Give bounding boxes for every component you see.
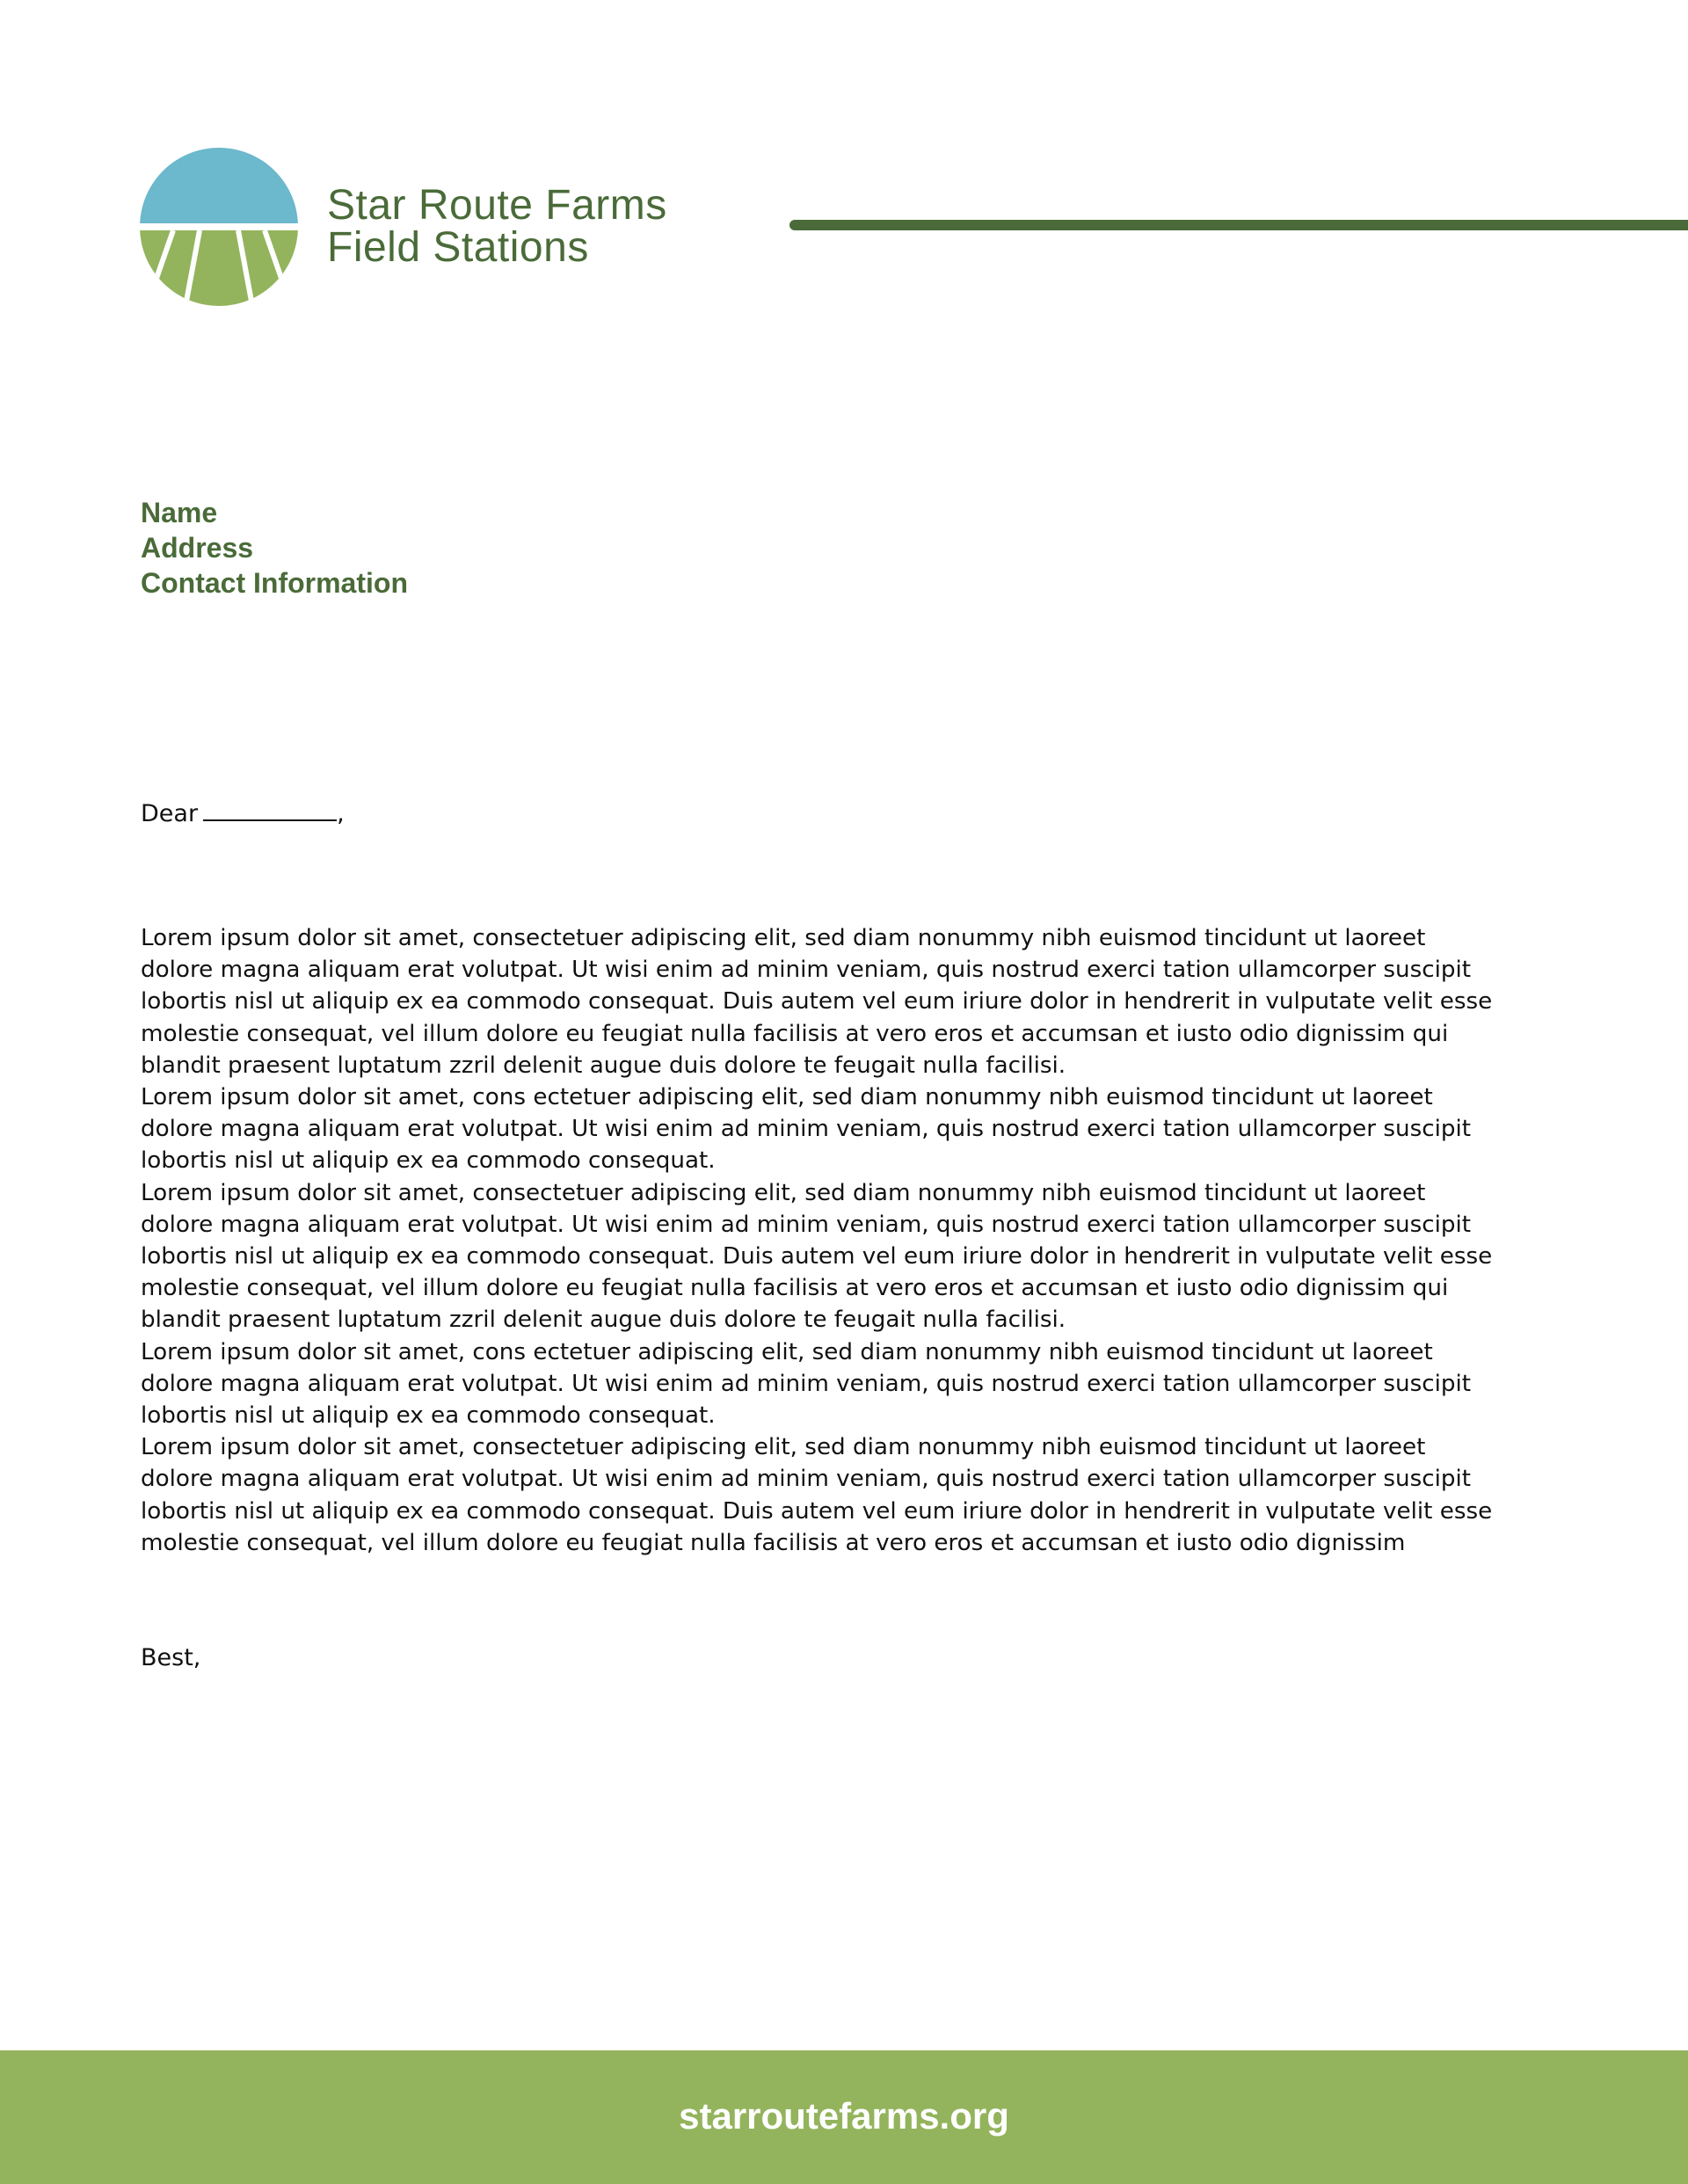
body-paragraph: Lorem ipsum dolor sit amet, cons ectetuer adipiscing elit, sed diam nonummy nibh euismod tincidunt ut laoreet dolore magna aliquam erat volutpat. Ut wisi enim ad minim veniam, quis nostrud exerci tation ullamcorper suscipit lobortis nisl ut aliquip ex ea commodo consequat. — [141, 1084, 1472, 1175]
logo-sky — [140, 148, 298, 223]
logo-field — [140, 230, 298, 306]
brand-line-2: Field Stations — [327, 224, 589, 271]
footer-band — [0, 2050, 1688, 2184]
salutation-blank-line — [203, 797, 337, 821]
brand-name — [327, 182, 667, 271]
recipient-contact: Contact Information — [141, 567, 408, 599]
closing: Best, — [141, 1644, 201, 1671]
header-divider — [789, 220, 1688, 230]
recipient-block — [141, 495, 408, 601]
salutation-suffix: , — [337, 800, 345, 827]
sun-over-field-logo-icon — [140, 148, 298, 306]
salutation — [141, 797, 345, 830]
footer-website-link[interactable]: starroutefarms.org — [679, 2095, 1009, 2137]
body-paragraph: Lorem ipsum dolor sit amet, cons ectetuer adipiscing elit, sed diam nonummy nibh euismod tincidunt ut laoreet dolore magna aliquam erat volutpat. Ut wisi enim ad minim veniam, quis nostrud exerci tation ullamcorper suscipit lobortis nisl ut aliquip ex ea commodo consequat. — [141, 1338, 1472, 1430]
recipient-name: Name — [141, 497, 218, 528]
body-paragraph: Lorem ipsum dolor sit amet, consectetuer adipiscing elit, sed diam nonummy nibh euismod tincidunt ut laoreet dolore magna aliquam erat volutpat. Ut wisi enim ad minim veniam, quis nostrud exerci tation ullamcorper suscipit lobortis nisl ut aliquip ex ea commodo consequat. Duis autem vel eum iriure dolor in hendrerit in vulputate velit esse molestie consequat, vel illum dolore eu feugiat nulla facilisis at vero eros et accumsan et iusto odio dignissim qui blandit praesent luptatum zzril delenit augue duis dolore te feugait nulla facilisi. — [141, 925, 1493, 1079]
letter-body — [141, 922, 1495, 1559]
body-paragraph: Lorem ipsum dolor sit amet, consectetuer adipiscing elit, sed diam nonummy nibh euismod tincidunt ut laoreet dolore magna aliquam erat volutpat. Ut wisi enim ad minim veniam, quis nostrud exerci tation ullamcorper suscipit lobortis nisl ut aliquip ex ea commodo consequat. Duis autem vel eum iriure dolor in hendrerit in vulputate velit esse molestie consequat, vel illum dolore eu feugiat nulla facilisis at vero eros et accumsan et iusto odio dignissim qui blandit praesent luptatum zzril delenit augue duis dolore te feugait nulla facilisi. — [141, 1179, 1493, 1334]
body-paragraph: Lorem ipsum dolor sit amet, consectetuer adipiscing elit, sed diam nonummy nibh euismod tincidunt ut laoreet dolore magna aliquam erat volutpat. Ut wisi enim ad minim veniam, quis nostrud exerci tation ullamcorper suscipit lobortis nisl ut aliquip ex ea commodo consequat. Duis autem vel eum iriure dolor in hendrerit in vulputate velit esse molestie consequat, vel illum dolore eu feugiat nulla facilisis at vero eros et accumsan et iusto odio dignissim — [141, 1434, 1493, 1556]
salutation-prefix: Dear — [141, 800, 199, 827]
recipient-address: Address — [141, 532, 254, 564]
brand-line-1: Star Route Farms — [327, 182, 667, 229]
